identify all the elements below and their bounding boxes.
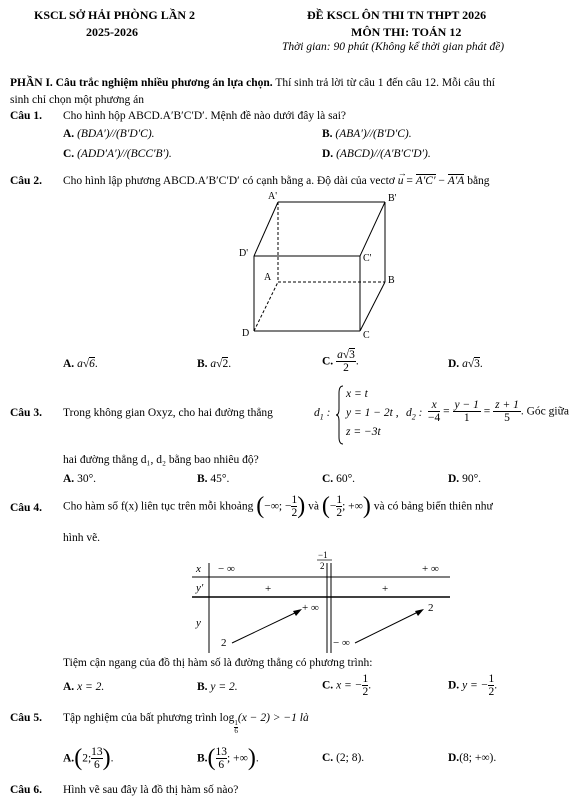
q4-option-a-text: x = 2. bbox=[77, 681, 105, 693]
q2-option-b[interactable]: B. a√2. bbox=[197, 358, 232, 370]
vertex-label-b: B bbox=[388, 275, 395, 286]
q2-option-b-label: B. bbox=[197, 358, 208, 370]
q5-option-c-text: (2; 8). bbox=[336, 752, 365, 764]
q2-option-a[interactable]: A. a√6. bbox=[63, 358, 98, 370]
q4-line2: hình vẽ. bbox=[63, 532, 101, 544]
vertex-label-d: D bbox=[242, 328, 250, 339]
q3-system-eq2: y = 1 − 2t , bbox=[346, 407, 399, 419]
q3-option-c[interactable]: C. 60°. bbox=[322, 473, 356, 485]
cube-figure bbox=[230, 188, 400, 348]
q5-label: Câu 5. bbox=[10, 712, 42, 724]
part1-instruction bbox=[10, 77, 495, 89]
q3-option-a-text: 30°. bbox=[77, 473, 97, 485]
q1-text: Cho hình hộp ABCD.A′B′C′D′. Mệnh đề nào dưới đây là sai? bbox=[63, 110, 347, 122]
q1-option-c-text: (ADD′A′)//(BCC′B′). bbox=[77, 148, 172, 160]
q4-option-a[interactable]: A. x = 2. bbox=[63, 681, 105, 693]
table-sign-right: + bbox=[382, 583, 389, 595]
q3-option-c-text: 60°. bbox=[336, 473, 356, 485]
q5-option-a[interactable]: A.(2; $\frac{13}{6}$ ). bbox=[63, 745, 114, 771]
edge-b-c bbox=[360, 282, 385, 331]
q3-line2: hai đường thẳng d₁, d₂ bằng bao nhiêu độ? bbox=[63, 454, 259, 466]
q2-option-d-label: D. bbox=[448, 358, 460, 370]
table-x-minus-inf: − ∞ bbox=[218, 563, 235, 575]
q4-question: Tiệm cận ngang của đồ thị hàm số là đường thẳng có phương trình: bbox=[63, 657, 373, 669]
q1-option-a-text: (BDA′)//(B′D′C). bbox=[77, 128, 155, 140]
q2-option-a-radicand: 6 bbox=[89, 358, 95, 370]
table-y-left-end: + ∞ bbox=[302, 602, 319, 614]
table-x-label: x bbox=[196, 563, 201, 575]
q1-option-a-label: A. bbox=[63, 128, 75, 140]
q2-option-b-radicand: 2 bbox=[222, 358, 229, 370]
q3-d2-equation: $\frac{x}{-4}$ = $\frac{y - 1}{1}$ = $\frac{z + 1}{5}$ . Góc giữa bbox=[428, 399, 569, 424]
q3-option-b[interactable]: B. 45°. bbox=[197, 473, 230, 485]
q3-option-a[interactable]: A. 30°. bbox=[63, 473, 97, 485]
vertex-label-c: C bbox=[363, 330, 370, 341]
q1-option-b[interactable] bbox=[322, 128, 412, 140]
table-x-mid-den: 2 bbox=[320, 561, 325, 571]
q5-text: Tập nghiệm của bất phương trình log $\frac{1}{6}$ (x − 2) > −1 là bbox=[63, 712, 309, 735]
table-yprime-label: y′ bbox=[196, 582, 204, 594]
q1-option-b-label: B. bbox=[322, 128, 333, 140]
q1-option-c[interactable] bbox=[63, 148, 172, 160]
vertex-label-a: A bbox=[264, 272, 272, 283]
table-x-plus-inf: + ∞ bbox=[422, 563, 439, 575]
vertex-label-b1: B' bbox=[388, 193, 397, 204]
vertex-label-d1: D' bbox=[239, 248, 249, 259]
q1-option-a[interactable] bbox=[63, 128, 155, 140]
q6-label: Câu 6. bbox=[10, 784, 42, 796]
exam-title: ĐỀ KSCL ÔN THI TN THPT 2026 bbox=[307, 8, 487, 22]
vertex-label-a1: A' bbox=[268, 191, 278, 202]
q3-text-pre: Trong không gian Oxyz, cho hai đường thẳng bbox=[63, 407, 273, 419]
q4-label: Câu 4. bbox=[10, 502, 42, 514]
q3-system-eq3: z = −3t bbox=[346, 426, 381, 438]
q2-option-c[interactable]: C. $\frac{a√3}{2}$ . bbox=[322, 349, 359, 374]
edge-d1-a1 bbox=[254, 202, 278, 256]
edge-b1-c1 bbox=[360, 202, 385, 256]
q2-text-post: bằng bbox=[464, 175, 490, 187]
q4-option-b-text: y = 2. bbox=[210, 681, 238, 693]
part1-instr-line2: sinh chỉ chọn một phương án bbox=[10, 94, 145, 106]
q1-option-d[interactable] bbox=[322, 148, 431, 160]
q2-text: Cho hình lập phương ABCD.A′B′C′D′ có cạnh bằng a. Độ dài của vectơ → u = A′C′ − A′A bằng bbox=[63, 168, 490, 187]
table-x-mid-num: −1 bbox=[318, 550, 328, 560]
q2-option-a-label: A. bbox=[63, 358, 75, 370]
school-title: KSCL SỞ HẢI PHÒNG LẦN 2 bbox=[34, 8, 196, 22]
table-y-right-end: 2 bbox=[428, 602, 434, 614]
q3-system-eq1: x = t bbox=[346, 388, 368, 400]
q1-label: Câu 1. bbox=[10, 110, 42, 122]
table-y-label: y bbox=[196, 617, 201, 629]
exam-subject: MÔN THI: TOÁN 12 bbox=[351, 25, 462, 39]
q1-option-d-text: (ABCD)//(A′B′C′D′). bbox=[336, 148, 431, 160]
q5-option-d-text: (8; +∞). bbox=[459, 752, 497, 764]
q2-vector-2: A′A bbox=[447, 175, 465, 187]
table-y-left-start: 2 bbox=[221, 637, 227, 649]
q4-option-b[interactable]: B. y = 2. bbox=[197, 681, 238, 693]
q4-option-d[interactable]: D. y = − $\frac{1}{2}$ . bbox=[448, 673, 498, 698]
q2-text-pre: Cho hình lập phương ABCD.A′B′C′D′ có cạnh bằng a. Độ dài của vectơ bbox=[63, 175, 398, 187]
q2-vector-1: A′C′ bbox=[415, 175, 436, 187]
table-y-right-start: − ∞ bbox=[333, 637, 350, 649]
part1-title: PHẦN I. Câu trắc nghiệm nhiều phương án lựa chọn. bbox=[10, 77, 273, 89]
q3-option-d-text: 90°. bbox=[462, 473, 482, 485]
table-arrow-right bbox=[355, 611, 420, 643]
q3-d1-name: $d_1$ : bbox=[314, 407, 331, 422]
q2-option-c-label: C. bbox=[322, 355, 334, 368]
q2-option-d[interactable]: D. a√3. bbox=[448, 358, 483, 370]
school-year: 2025-2026 bbox=[86, 25, 138, 39]
q6-text: Hình vẽ sau đây là đồ thị hàm số nào? bbox=[63, 784, 239, 796]
exam-duration: Thời gian: 90 phút (Không kể thời gian phát đề) bbox=[282, 41, 505, 53]
table-sign-left: + bbox=[265, 583, 272, 595]
q2-label: Câu 2. bbox=[10, 175, 42, 187]
q1-option-d-label: D. bbox=[322, 148, 334, 160]
part1-instr-line1: Thí sinh trả lời từ câu 1 đến câu 12. Mỗi câu thí bbox=[272, 77, 495, 89]
q2-vector-u: → u bbox=[397, 168, 407, 187]
q5-option-d[interactable]: D.(8; +∞). bbox=[448, 752, 497, 764]
q4-variation-table bbox=[192, 549, 452, 654]
vertex-label-c1: C' bbox=[363, 253, 372, 264]
q3-label: Câu 3. bbox=[10, 407, 42, 419]
q2-option-d-radicand: 3 bbox=[474, 358, 480, 370]
table-arrow-left bbox=[232, 611, 299, 643]
q3-d2-name: $d_2$ : bbox=[406, 407, 423, 422]
q5-option-c[interactable]: C. (2; 8). bbox=[322, 752, 365, 764]
q3-option-d[interactable]: D. 90°. bbox=[448, 473, 482, 485]
q1-option-c-label: C. bbox=[63, 148, 75, 160]
q4-option-c[interactable]: C. x = − $\frac{1}{2}$ . bbox=[322, 673, 372, 698]
q4-text: Cho hàm số f(x) liên tục trên mỗi khoảng (−∞; − $\frac{1}{2}$ ) và (− $\frac{1}{2}$ ; +∞) và có bảng biến thiên như bbox=[63, 493, 493, 519]
q5-option-b[interactable]: B.( $\frac{13}{6}$ ; +∞). bbox=[197, 745, 259, 771]
q3-system-brace bbox=[336, 385, 339, 445]
edge-d-a bbox=[254, 282, 278, 331]
q3-option-b-text: 45°. bbox=[210, 473, 230, 485]
q1-option-b-text: (ABA′)//(B′D′C). bbox=[335, 128, 412, 140]
